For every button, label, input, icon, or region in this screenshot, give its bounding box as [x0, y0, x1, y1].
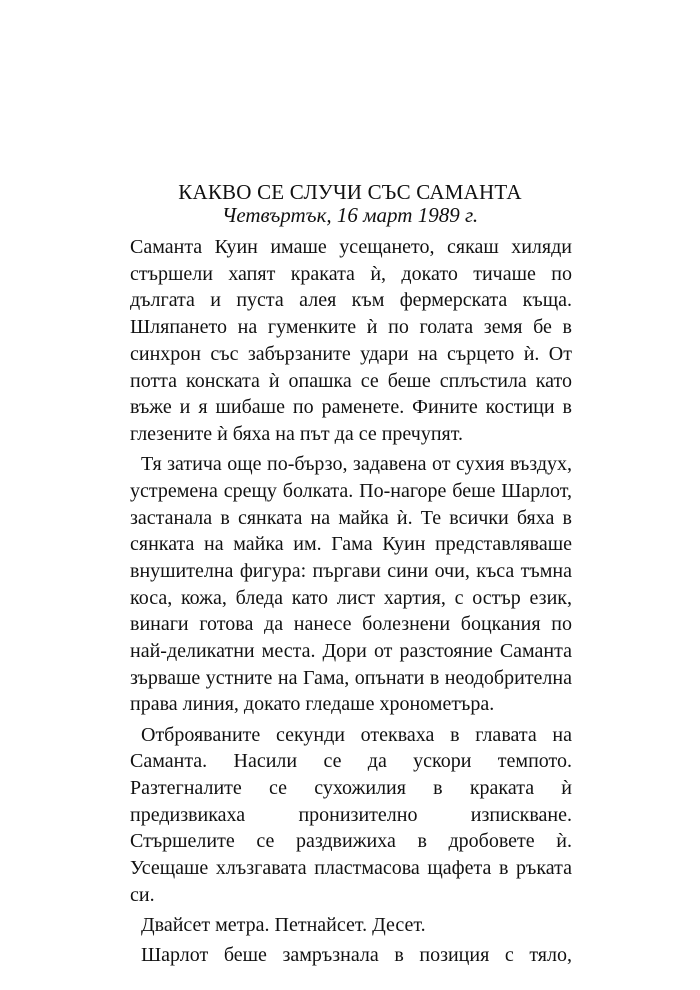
chapter-date: Четвъртък, 16 март 1989 г. — [221, 203, 479, 227]
chapter-body — [130, 234, 572, 972]
paragraph-5: Шарлот беше замръзнала в позиция с тяло, — [141, 944, 572, 967]
paragraph-3: Отброяваните секунди отекваха в главата на Саманта. Насили се да ускори темпото. Разтегналите се сухожилия в краката ѝ предизвикаха пронизително изпискване. Стършелите се раздвижиха в дробовете ѝ. Усещаше хлъзгавата пластмасова щафета в ръката си. — [130, 723, 572, 906]
paragraph-4: Двайсет метра. Петнайсет. Десет. — [141, 914, 426, 937]
paragraph-1: Саманта Куин имаше усещането, сякаш хиляди стършели хапят краката ѝ, докато тичаше по дългата и пуста алея към фермерската къща. Шляпането на гуменките ѝ по голата земя бе в синхрон със забързаните удари на сърцето ѝ. От потта конската ѝ опашка се беше сплъстила като въже и я шибаше по раменете. Фините костици в глезените ѝ бяха на път да се пречупят. — [130, 236, 572, 445]
paragraph-2: Тя затича още по-бързо, задавена от сухия въздух, устремена срещу болката. По-нагоре беше Шарлот, застанала в сянката на майка ѝ. Те всички бяха в сянката на майка им. Гама Куин представляваше внушителна фигура: пъргави сини очи, къса тъмна коса, кожа, бледа като лист хартия, с остър език, винаги готова да нанесе болезнени боцкания по най-деликатни места. Дори от разстояние Саманта зърваше устните на Гама, опънати в неодобрителна права линия, докато гледаше хронометъра. — [130, 453, 572, 716]
chapter-title: КАКВО СЕ СЛУЧИ СЪС САМАНТА — [178, 180, 522, 204]
